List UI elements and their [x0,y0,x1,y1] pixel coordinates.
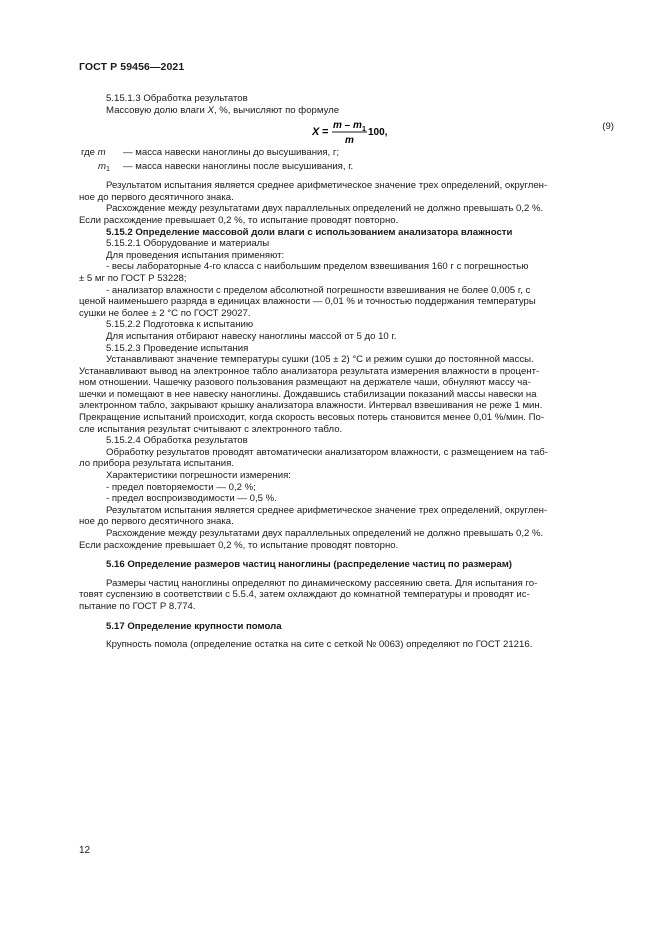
list-item: - предел воспроизводимости — 0,5 %. [106,493,277,505]
paragraph: пытание по ГОСТ Р 8.774. [79,600,196,612]
list-item: ценой наименьшего разряда в единицах влажности — 0,01 % и точностью поддержания температуры [79,296,536,308]
paragraph: Расхождение между результатами двух параллельных определений не должно превышать 0,2 %. [106,528,544,539]
paragraph: Характеристики погрешности измерения: [106,470,291,482]
formula-numerator: m – m [333,120,362,132]
list-item: - предел повторяемости — 0,2 %; [106,481,256,493]
paragraph: Для проведения испытания применяют: [106,249,285,261]
section-heading: 5.15.2.3 Проведение испытания [106,342,249,354]
page-number: 12 [79,845,91,856]
section-heading: 5.15.1.3 Обработка результатов [106,93,248,104]
paragraph: Для испытания отбирают навеску наноглины массой от 5 до 10 г. [106,330,397,342]
formula-numerator-sub: 1 [362,126,366,134]
section-heading: 5.15.2.2 Подготовка к испытанию [106,319,254,331]
paragraph: электронном табло, закрывают крышку анализатора влажности. Интервал взвешивания не реже 1 мин. [79,400,543,412]
paragraph: Прекращение испытаний происходит, когда скорость весовых потерь становится менее 0,01 %/мин. По- [79,412,545,424]
formula-block [79,116,614,147]
paragraph: товят суспензию в соответствии с 5.5.4, затем охлаждают до комнатной температуры и проводят ис- [79,589,530,601]
where-line-2: $m_1$ — масса навески наноглины после высушивания, г. [98,161,354,174]
section-heading: 5.15.2 Определение массовой доли влаги с использованием анализатора влажности [106,226,513,238]
paragraph: Результатом испытания является среднее арифметическое значение трех определений, округлен- [106,180,548,192]
where-line-1: где m — масса навески наноглины до высушивания, г; [81,147,340,159]
formula-multiplier: 100, [368,127,388,139]
paragraph: шечки и помещают в нее навеску наноглины. Дождавшись стабилизации показаний массы навески на [79,388,537,400]
paragraph: Обработку результатов проводят автоматически анализатором влажности, с размещением на таб- [106,446,548,458]
list-item: - анализатор влажности с пределом абсолютной погрешности взвешивания не более 0,005 г, с [106,284,531,296]
paragraph: Крупность помола (определение остатка на сите с сеткой № 0063) определяют по ГОСТ 21216. [106,639,533,651]
document-header: ГОСТ Р 59456—2021 [79,61,185,73]
paragraph: Результатом испытания является среднее арифметическое значение трех определений, округлен- [106,504,548,516]
section-heading: 5.16 Определение размеров частиц наноглины (распределение частиц по размерам) [106,559,512,571]
paragraph: ное до первого десятичного знака. [79,191,234,203]
moisture-formula [312,118,432,146]
paragraph: ное до первого десятичного знака. [79,516,234,528]
paragraph: Размеры частиц наноглины определяют по динамическому рассеянию света. Для испытания го- [106,577,538,589]
paragraph: Устанавливают значение температуры сушки (105 ± 2) °С и режим сушки до постоянной массы. [106,354,534,366]
list-item: сушки не более ± 2 °С по ГОСТ 29027. [79,307,251,319]
paragraph: ном отношении. Чашечку разового пользования размещают на держателе чаши, обнуляют массу ча- [79,377,531,389]
list-item: - весы лабораторные 4-го класса с наибольшим пределом взвешивания 160 г с погрешностью [106,261,529,273]
section-heading: 5.15.2.1 Оборудование и материалы [106,238,270,250]
paragraph: Если расхождение превышает 0,2 %, то испытание проводят повторно. [79,539,399,551]
formula-equals: = [322,126,329,139]
paragraph: Массовую долю влаги X, %, вычисляют по формуле [106,104,340,116]
formula-denominator: m [345,135,354,147]
section-heading: 5.17 Определение крупности помола [106,620,282,632]
list-item: ± 5 мг по ГОСТ Р 53228; [79,272,187,284]
paragraph: сле испытания результат считывают с электронного табло. [79,423,343,435]
paragraph: ло прибора результата испытания. [79,458,235,470]
paragraph: Расхождение между результатами двух параллельных определений не должно превышать 0,2 %. [106,203,544,215]
formula-lhs: X [312,126,320,139]
paragraph: Если расхождение превышает 0,2 %, то испытание проводят повторно. [79,214,399,226]
document-body [79,93,614,651]
formula-number: (9) [602,121,614,133]
paragraph: Устанавливают вывод на электронное табло анализатора результата измерения влажности в процент- [79,365,540,377]
section-heading: 5.15.2.4 Обработка результатов [106,435,248,447]
